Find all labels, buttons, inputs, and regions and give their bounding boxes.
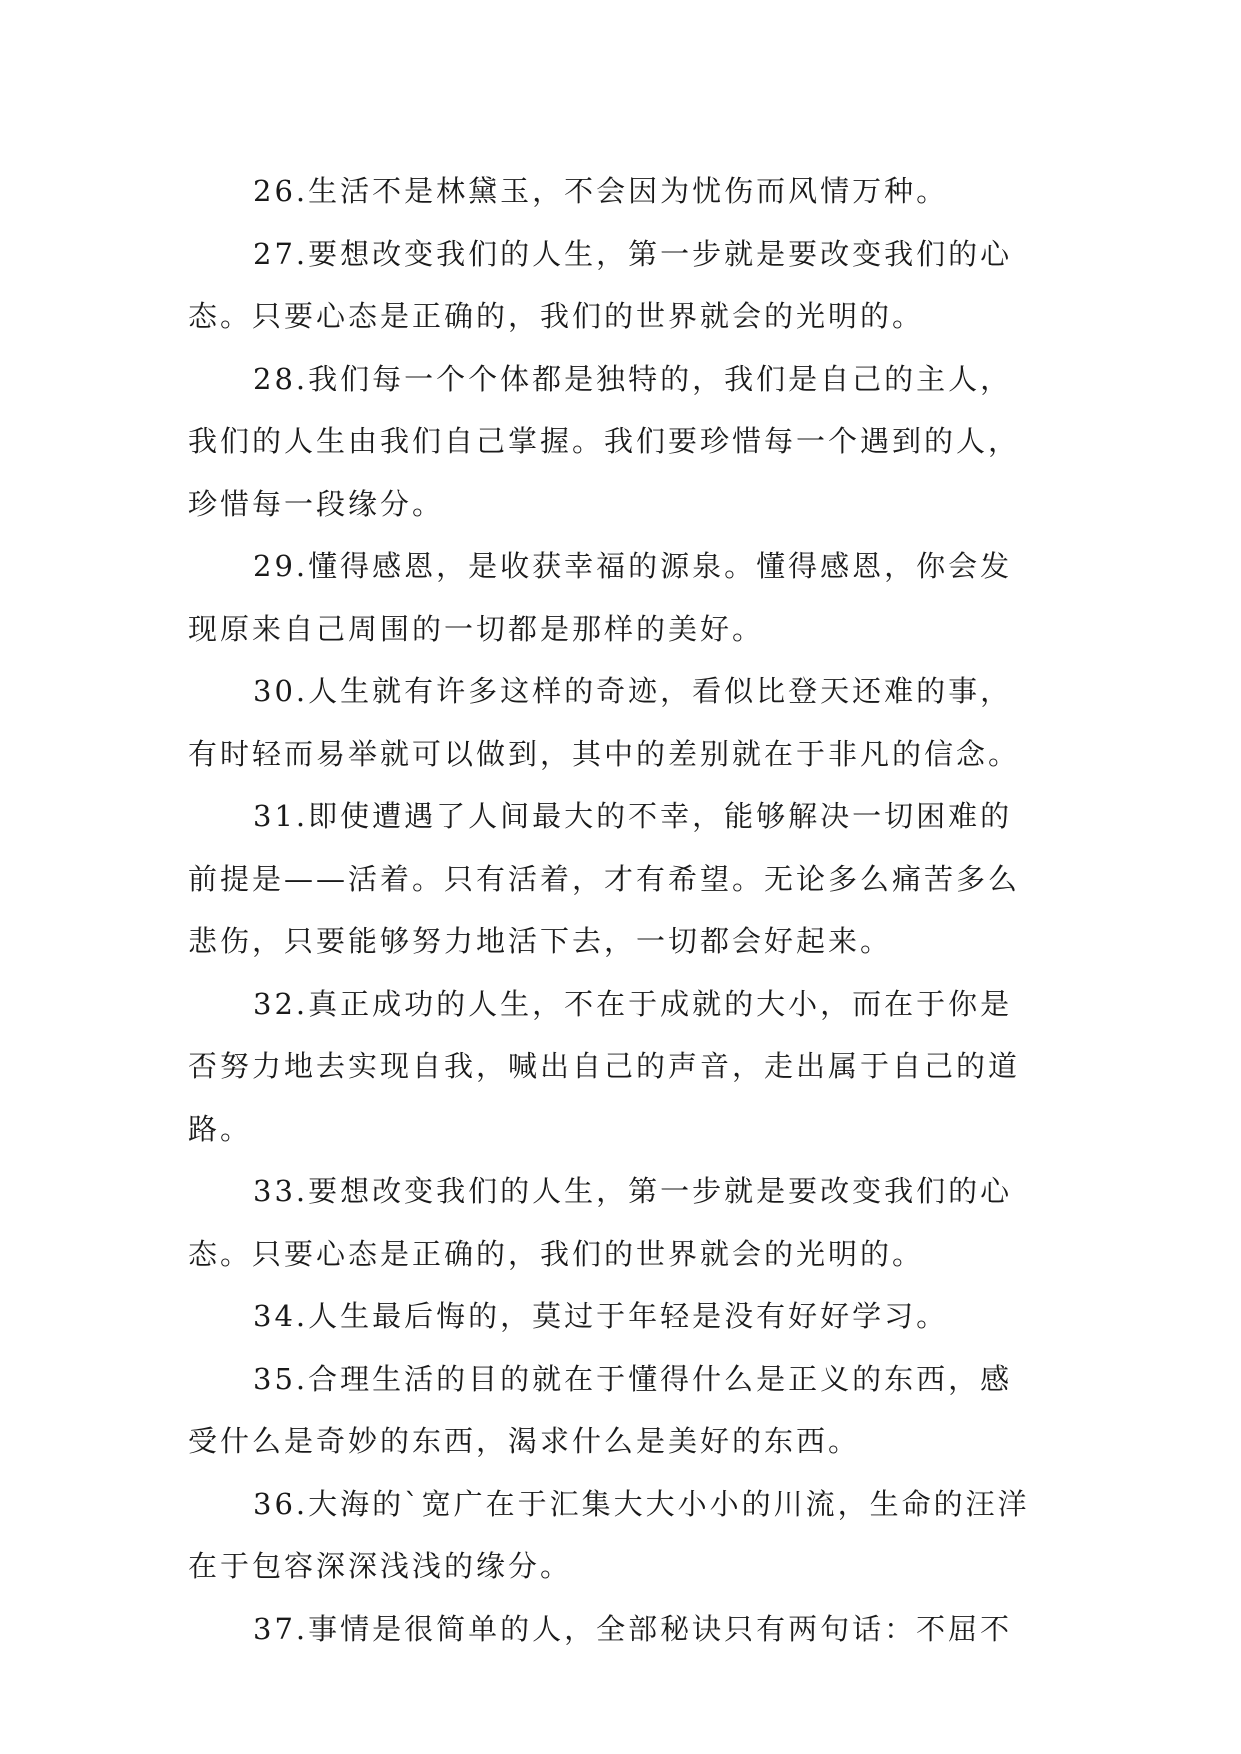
- paragraph-32: 32.真正成功的人生，不在于成就的大小，而在于你是 否努力地去实现自我，喊出自己的声音，走出属于自己的道 路。: [188, 986, 1021, 1146]
- paragraph-26: 26.生活不是林黛玉，不会因为忧伤而风情万种。: [253, 174, 949, 208]
- paragraph-27: 27.要想改变我们的人生，第一步就是要改变我们的心 态。只要心态是正确的，我们的世界就会的光明的。: [188, 236, 1013, 333]
- paragraph-29: 29.懂得感恩，是收获幸福的源泉。懂得感恩，你会发 现原来自己周围的一切都是那样的美好。: [188, 549, 1013, 646]
- paragraph-37: 37.事情是很简单的人，全部秘诀只有两句话：不屈不: [253, 1611, 1013, 1646]
- paragraph-33: 33.要想改变我们的人生，第一步就是要改变我们的心 态。只要心态是正确的，我们的世界就会的光明的。: [188, 1174, 1013, 1271]
- paragraph-35: 35.合理生活的目的就在于懂得什么是正义的东西，感 受什么是奇妙的东西，渴求什么是美好的东西。: [188, 1361, 1013, 1458]
- paragraph-36: 36.大海的`宽广在于汇集大大小小的川流，生命的汪洋 在于包容深深浅浅的缘分。: [188, 1486, 1030, 1583]
- paragraph-31: 31.即使遭遇了人间最大的不幸，能够解决一切困难的 前提是——活着。只有活着，才有希望。无论多么痛苦多么 悲伤，只要能够努力地活下去，一切都会好起来。: [188, 799, 1021, 958]
- document-body: [188, 160, 1068, 1660]
- paragraph-30: 30.人生就有许多这样的奇迹，看似比登天还难的事， 有时轻而易举就可以做到，其中的差别就在于非凡的信念。: [188, 674, 1021, 771]
- paragraph-34: 34.人生最后悔的，莫过于年轻是没有好好学习。: [253, 1299, 949, 1333]
- paragraph-28: 28.我们每一个个体都是独特的，我们是自己的主人， 我们的人生由我们自己掌握。我们要珍惜每一个遇到的人， 珍惜每一段缘分。: [188, 361, 1021, 521]
